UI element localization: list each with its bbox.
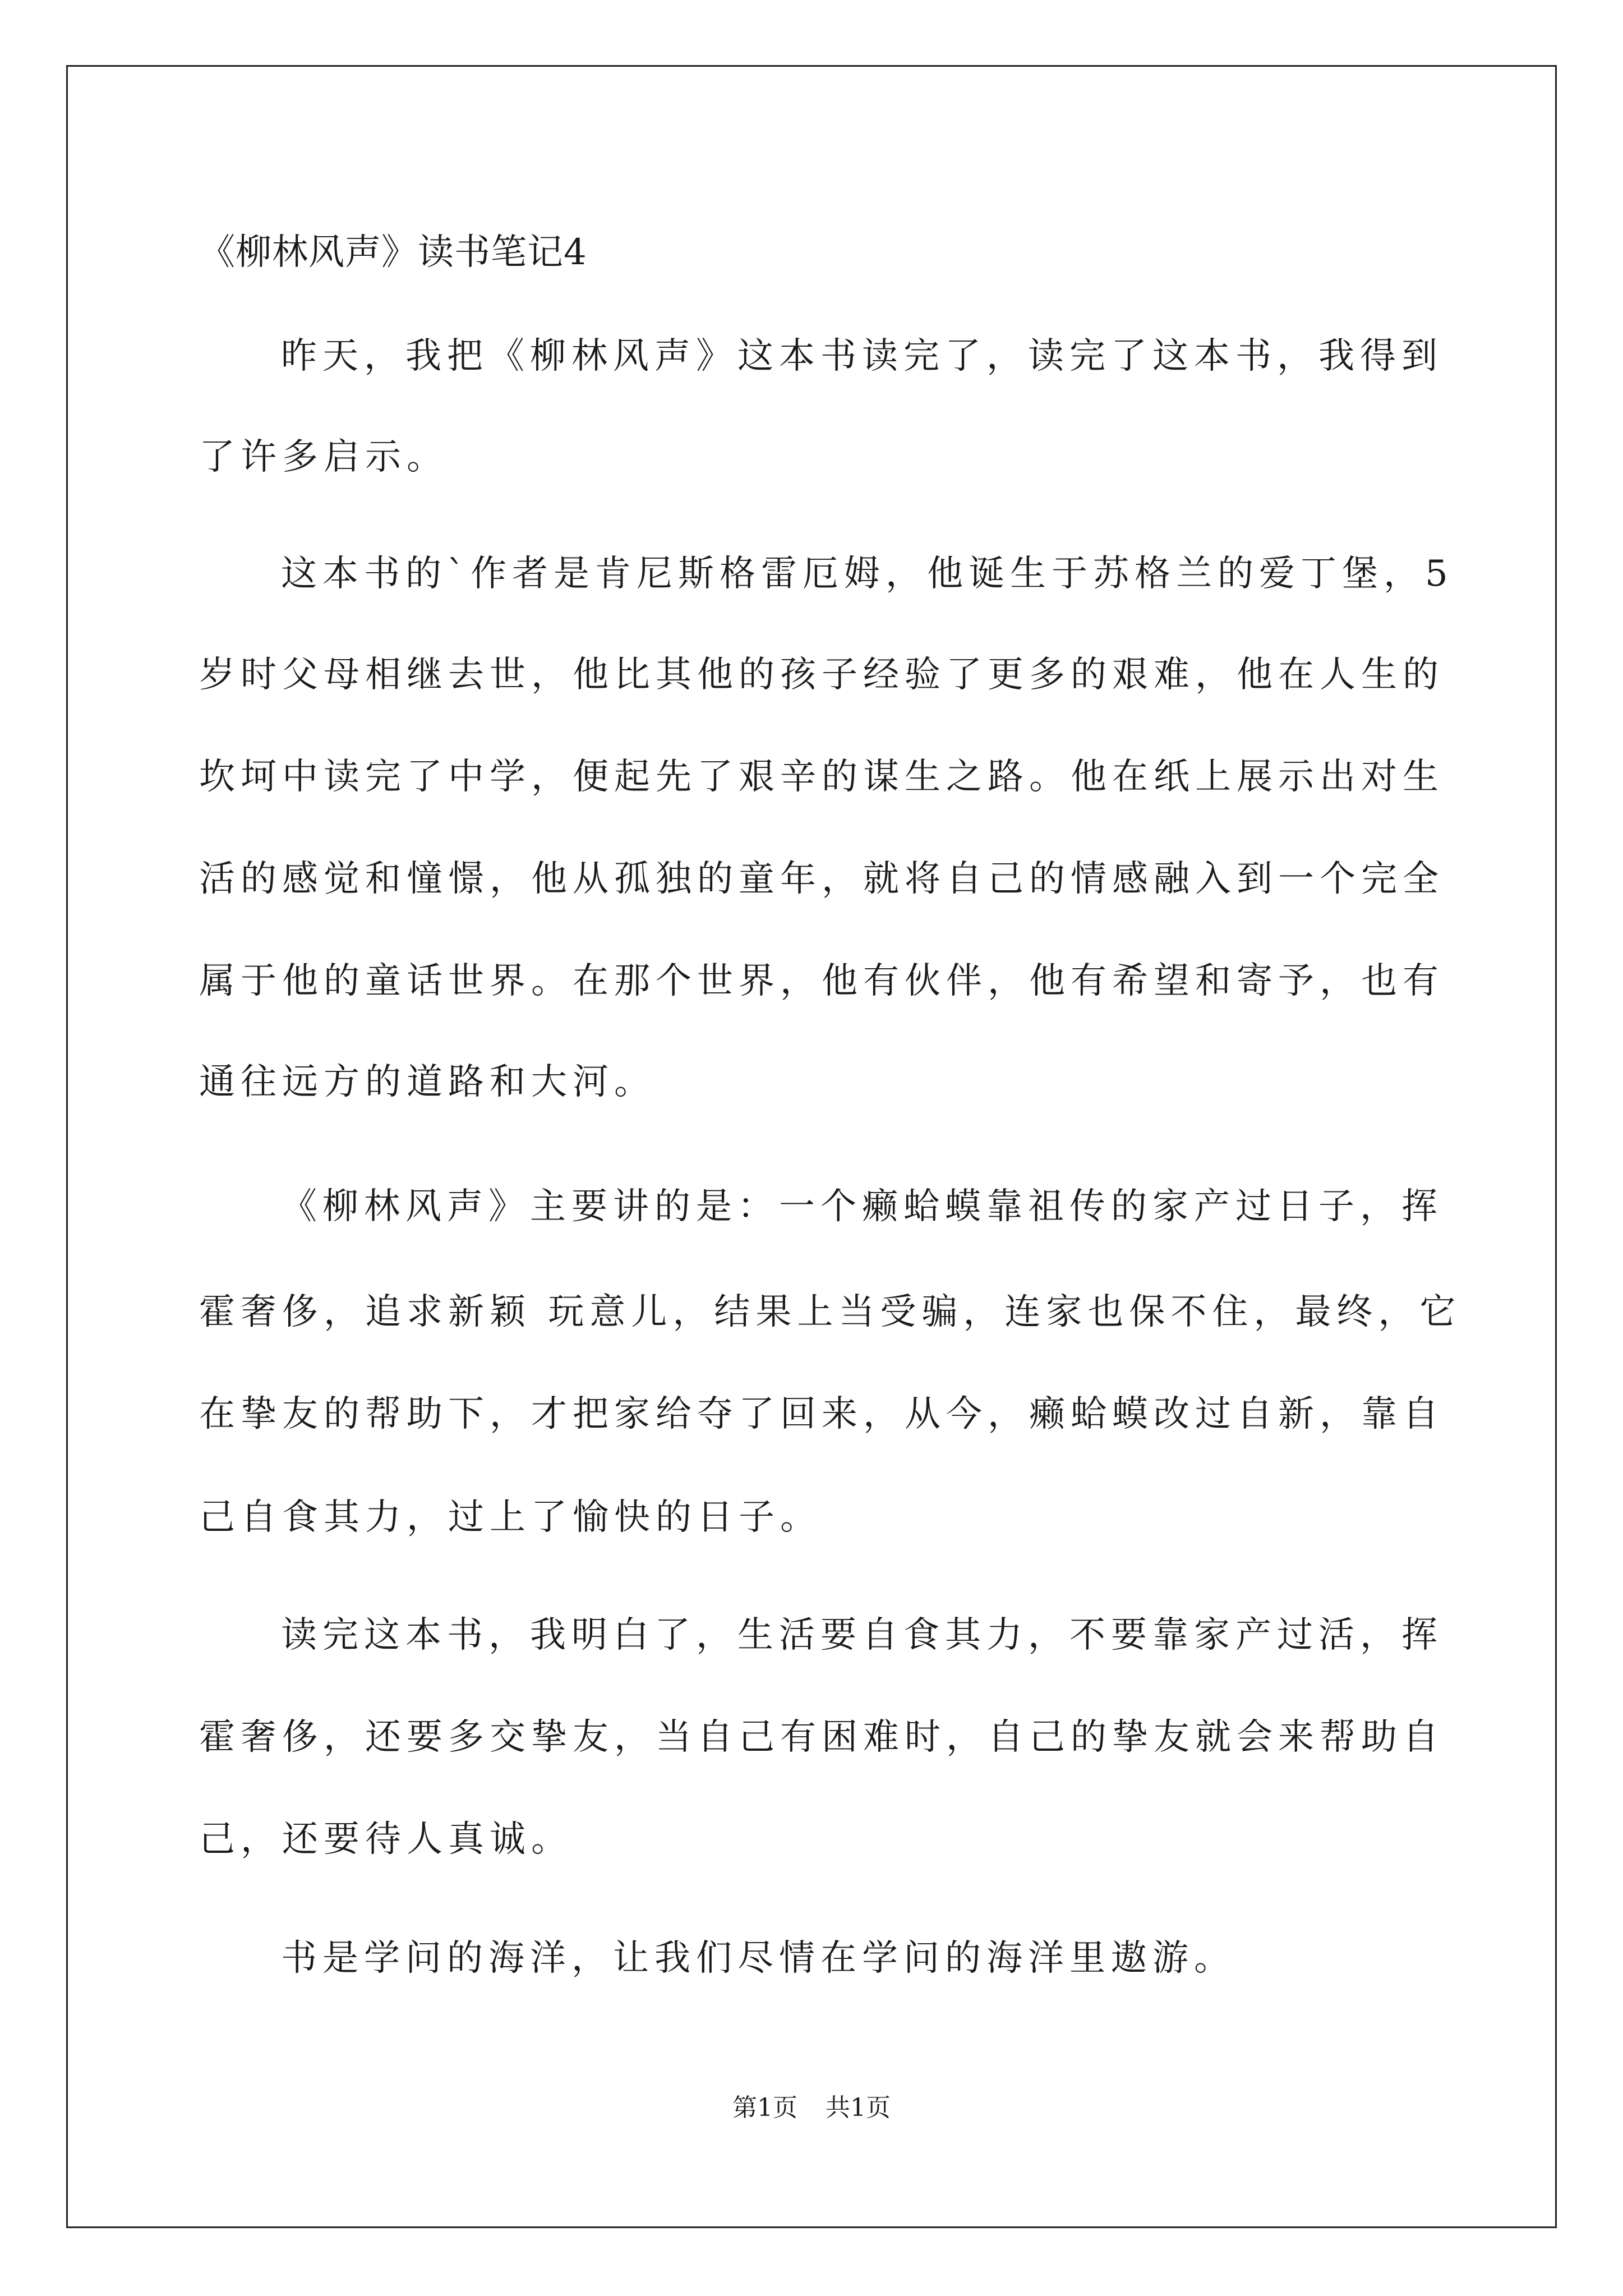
body-line: 属于他的童话世界。在那个世界，他有伙伴，他有希望和寄予，也有 (199, 960, 1444, 1002)
body-line: 己，还要待人真诚。 (199, 1819, 573, 1860)
body-line: 岁时父母相继去世，他比其他的孩子经验了更多的艰难，他在人生的 (199, 654, 1444, 696)
body-line: 在挚友的帮助下，才把家给夺了回来，从今，癞蛤蟆改过自新，靠自 (199, 1393, 1444, 1435)
page-footer (0, 2091, 1623, 2125)
body-line: 霍奢侈，追求新颖 玩意儿，结果上当受骗，连家也保不住，最终，它 (199, 1291, 1461, 1333)
body-line: 了许多启示。 (199, 436, 448, 478)
body-line: 读完这本书，我明白了，生活要自食其力，不要靠家产过活，挥 (281, 1614, 1443, 1656)
body-line: 通往远方的道路和大河。 (199, 1061, 656, 1103)
page-number: 第1页 (732, 2093, 797, 2122)
body-line: 己自食其力，过上了愉快的日子。 (199, 1497, 822, 1538)
body-line: 昨天，我把《柳林风声》这本书读完了，读完了这本书，我得到 (281, 335, 1443, 377)
body-line: 《柳林风声》主要讲的是：一个癞蛤蟆靠祖传的家产过日子，挥 (281, 1186, 1443, 1227)
body-line: 活的感觉和憧憬，他从孤独的童年，就将自己的情感融入到一个完全 (199, 858, 1444, 900)
body-line: 霍奢侈，还要多交挚友，当自己有困难时，自己的挚友就会来帮助自 (199, 1717, 1444, 1758)
page-border (66, 65, 1557, 2228)
body-line: 这本书的`作者是肯尼斯格雷厄姆，他诞生于苏格兰的爱丁堡，5 (281, 553, 1454, 595)
body-line: 书是学问的海洋，让我们尽情在学问的海洋里遨游。 (281, 1938, 1235, 1979)
body-line: 坎坷中读完了中学，便起先了艰辛的谋生之路。他在纸上展示出对生 (199, 756, 1444, 798)
page-total: 共1页 (826, 2093, 891, 2122)
document-title: 《柳林风声》读书笔记4 (199, 232, 587, 273)
